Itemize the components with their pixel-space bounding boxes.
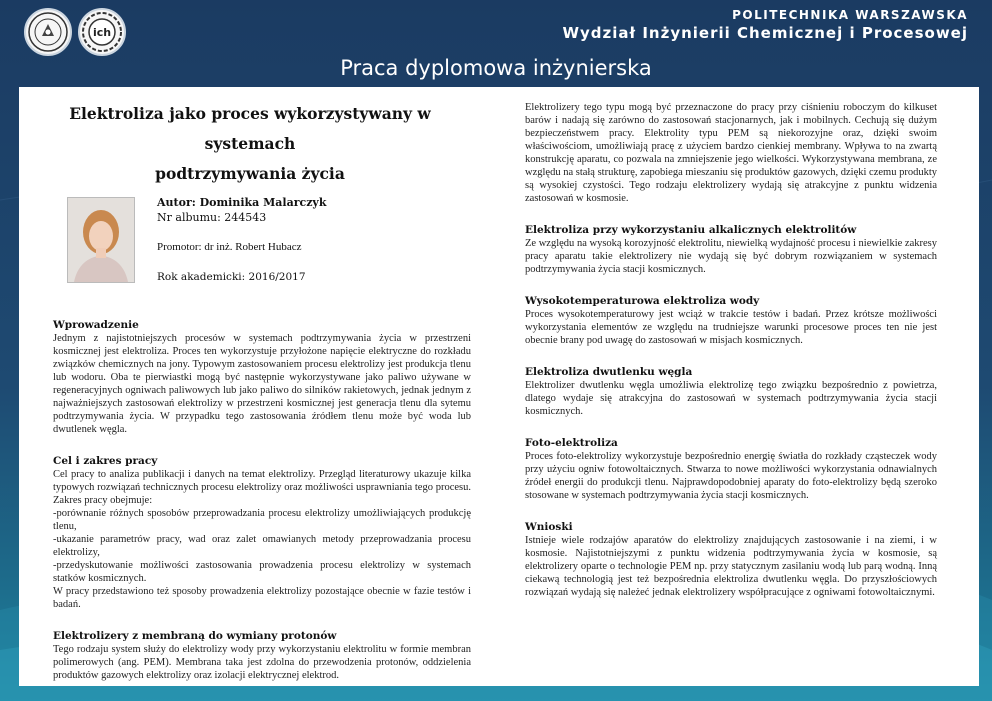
section-heading: Cel i zakres pracy [53, 455, 158, 467]
poster-header [0, 0, 992, 84]
section-body: Elektrolizer dwutlenku węgla umożliwia elektrolizę tego związku bezpośrednio z powietrza, dlatego wydaje się atrakcyjna do zastosowań w systemach podtrzymywania życia stacji kosmicznych. [525, 380, 937, 417]
section-heading: Wprowadzenie [53, 319, 139, 331]
section-body: Istnieje wiele rodzajów aparatów do elektrolizy znajdujących zastosowanie i na ziemi, i w kosmosie. Najistotniejszymi z punktu widzenia podtrzymywania życia w kosmosie, są elektrolizery oparte o technologie PEM np. przy statycznym zasilaniu wodą lub parą wodną. Inną ciekawą technologią jest też bezpośrednia elektroliza dwutlenku węgla. Do przyszłościowych rozwiązań wydają się należeć jednak elektrolizery współpracujące z ogniwami fotowoltaicznymi. [525, 535, 937, 598]
section-heading: Wysokotemperaturowa elektroliza wody [525, 295, 760, 307]
university-name: POLITECHNIKA WARSZAWSKA [732, 8, 968, 22]
section-conclusions [525, 521, 937, 599]
author-photo [67, 197, 135, 283]
section-body: Ze względu na wysoką korozyjność elektrolitu, niewielką wydajność procesu i niewielkie zakresy pracy aparatu takie elektrolizery nie wydają się być dobrym rozwiązaniem w systemach podtrzymywania życia stacji kosmicznych. [525, 238, 937, 275]
university-block [562, 8, 968, 42]
faculty-logo-text: ich [92, 26, 112, 39]
section-alkaline [525, 224, 937, 276]
section-heading: Elektroliza przy wykorzystaniu alkalicznych elektrolitów [525, 224, 857, 236]
section-photo-electrolysis [525, 437, 937, 502]
content-panel [19, 87, 979, 686]
author-block [53, 195, 471, 319]
poster-title: Praca dyplomowa inżynierska [340, 56, 652, 80]
section-pem-continued [525, 101, 937, 205]
section-body: Cel pracy to analiza publikacji i danych na temat elektrolizy. Przegląd literaturowy ukazuje kilka typowych rozwiązań technicznych procesu elektrolizy oraz możliwości usprawniania tego procesu. Zakres pracy obejmuje: -porównanie różnych sposobów przeprowadzania procesu elektrolizy umożliwiających produkcję tlenu, -ukazanie parametrów pracy, wad oraz zalet omawianych metody przeprowadzania procesu elektrolizy, -przedyskutowanie możliwości zastosowania prowadzenia procesu elektrolizy w systemach statków kosmicznych. W pracy przedstawiono też sposoby prowadzenia elektrolizy pozostające obecnie w fazie testów i badań. [53, 469, 471, 610]
author-name: Autor: Dominika Malarczyk [157, 196, 327, 209]
document-title [29, 99, 471, 189]
section-goal-scope [53, 455, 471, 611]
section-body: Proces wysokotemperaturowy jest wciąż w trakcie testów i badań. Przez krótsze możliwości wykorzystania elementów ze względu na trudniejsze warunki procesowe proces ten nie jest obecnie brany pod uwagę do zastosowań w misjach kosmicznych. [525, 309, 937, 346]
academic-year: Rok akademicki: 2016/2017 [157, 271, 306, 283]
document-title-line2: podtrzymywania życia [155, 164, 345, 183]
section-heading: Wnioski [525, 521, 573, 533]
section-body: Tego rodzaju system służy do elektrolizy wody przy wykorzystaniu elektrolitu w formie membran polimerowych (ang. PEM). Membrana taka jest zdolna do przewodzenia protonów, oddzielenia produktów gazowych elektrolizy oraz izolacji elektrycznej elektrod. [53, 644, 471, 681]
faculty-logo-icon [78, 8, 126, 56]
section-heading: Foto-elektroliza [525, 437, 618, 449]
section-body: Jednym z najistotniejszych procesów w systemach podtrzymywania życia w przestrzeni kosmicznej jest elektroliza. Proces ten wykorzystuje przyłożone napięcie elektryczne do rozkładu związków chemicznych na jony. Typowym zastosowaniem procesu elektrolizy jest produkcja tlenu lub wodoru. Oba te pierwiastki mogą być następnie wykorzystywane jako paliwo używane w regeneracyjnych ogniwach paliwowych lub jako paliwo do silników rakietowych, jednak jednym z najważniejszych zastosowań elektrolizy w przestrzeni kosmicznej jest generacja tlenu dla sytemu podtrzymywania życia. W przypadku tego zastosowania źródłem tlenu może być woda lub dwutlenek węgla. [53, 333, 471, 435]
promoter: Promotor: dr inż. Robert Hubacz [157, 241, 302, 253]
section-heading: Elektrolizery z membraną do wymiany protonów [53, 630, 337, 642]
document-title-line1: Elektroliza jako proces wykorzystywany w systemach [69, 104, 431, 153]
section-body: Elektrolizery tego typu mogą być przeznaczone do pracy przy ciśnieniu roboczym do kilkuset barów i nadają się zarówno do zastosowań stacjonarnych, jak i mobilnych. Cechują się dużym bezpieczeństwem pracy. Elektrolity typu PEM są niekorozyjne oraz, dzięki swoim właściwościom, umożliwiają pracę z użyciem bardzo cienkiej membrany. Wpływa to na zwartą konstrukcję aparatu, co pozwala na zmniejszenie jego wielkości. Wykorzystywana membrana, ze względu na stałą strukturę, zapobiega mieszaniu się produktów gazowych, dzięki czemu produkty są wysokiej czystości. Tego rodzaju elektrolizery wydają się atrakcyjne z punktu widzenia zastosowań w kosmosie. [525, 102, 937, 204]
department-name: Wydział Inżynierii Chemicznej i Procesowej [562, 24, 968, 42]
album-number: Nr albumu: 244543 [157, 211, 267, 224]
section-body: Proces foto-elektrolizy wykorzystuje bezpośrednio energię światła do rozkłady cząsteczek wody przy użyciu ogniw fotowoltaicznych. Stwarza to nowe możliwości wykorzystania odnawialnych źródeł energii do produkcji tlenu. Najprawdopodobniej aparaty do foto-elektrolizy będą szeroko stosowane w systemach podtrzymywania życia stacji kosmicznych. [525, 451, 937, 501]
section-heading: Elektroliza dwutlenku węgla [525, 366, 693, 378]
left-column [53, 99, 471, 694]
university-seal-icon [24, 8, 72, 56]
section-co2 [525, 366, 937, 418]
section-high-temperature [525, 295, 937, 347]
author-details [157, 195, 457, 284]
right-column [525, 101, 937, 611]
section-introduction [53, 319, 471, 436]
section-pem-electrolyzers [53, 630, 471, 682]
